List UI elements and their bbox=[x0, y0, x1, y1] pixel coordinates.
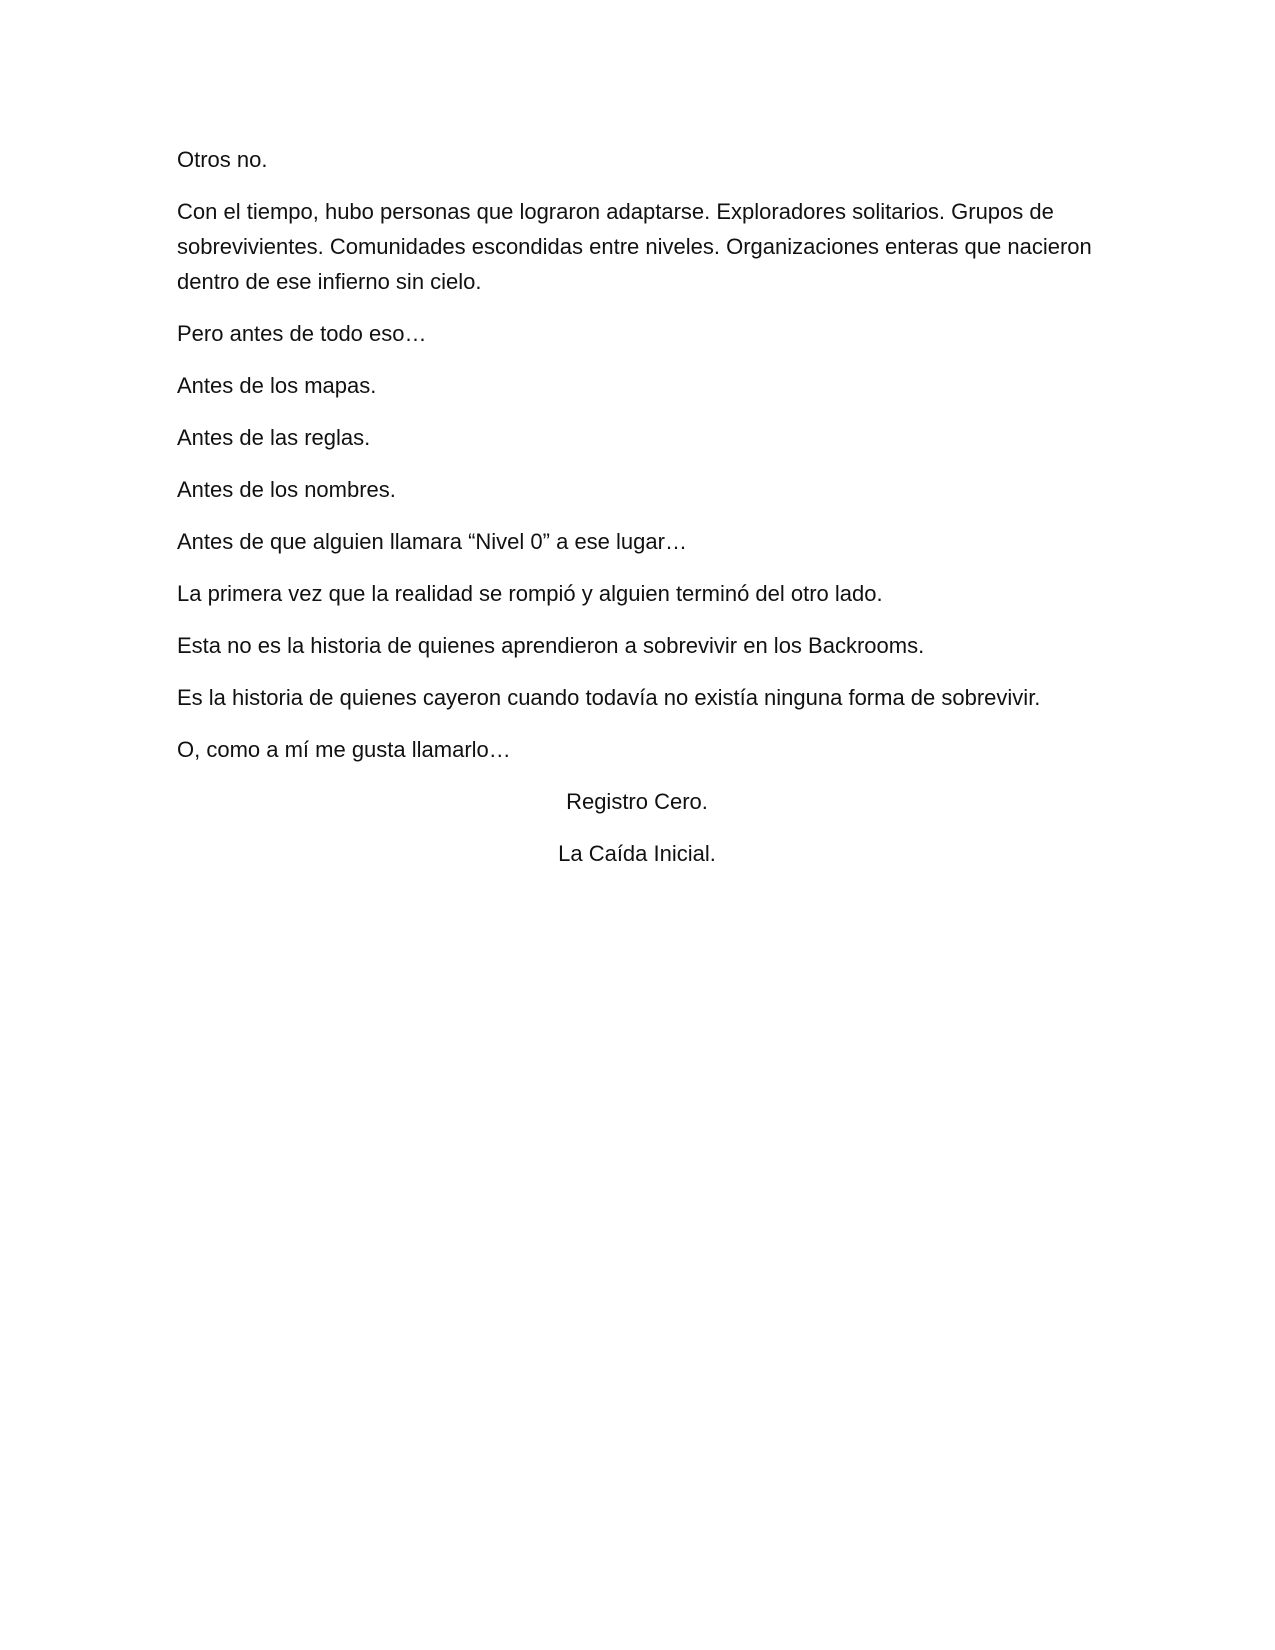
closing-title-line: Registro Cero. bbox=[566, 789, 708, 814]
paragraph: Antes de los nombres. bbox=[177, 477, 396, 502]
paragraph: Antes de las reglas. bbox=[177, 425, 371, 450]
paragraph: Otros no. bbox=[177, 147, 268, 172]
document-body bbox=[177, 142, 1097, 888]
paragraph: Esta no es la historia de quienes aprendieron a sobrevivir en los Backrooms. bbox=[177, 633, 925, 658]
paragraph: Antes de que alguien llamara “Nivel 0” a ese lugar… bbox=[177, 529, 687, 554]
paragraph: Pero antes de todo eso… bbox=[177, 321, 427, 346]
paragraph: Antes de los mapas. bbox=[177, 373, 377, 398]
paragraph: Es la historia de quienes cayeron cuando todavía no existía ninguna forma de sobrevivir. bbox=[177, 685, 1041, 710]
paragraph: Con el tiempo, hubo personas que lograron adaptarse. Exploradores solitarios. Grupos de sobrevivientes. Comunidades escondidas entre niveles. Organizaciones enteras que nacieron dentro de ese infierno sin cielo. bbox=[177, 199, 1092, 294]
closing-subtitle-line: La Caída Inicial. bbox=[558, 841, 716, 866]
paragraph: La primera vez que la realidad se rompió y alguien terminó del otro lado. bbox=[177, 581, 883, 606]
paragraph: O, como a mí me gusta llamarlo… bbox=[177, 737, 511, 762]
